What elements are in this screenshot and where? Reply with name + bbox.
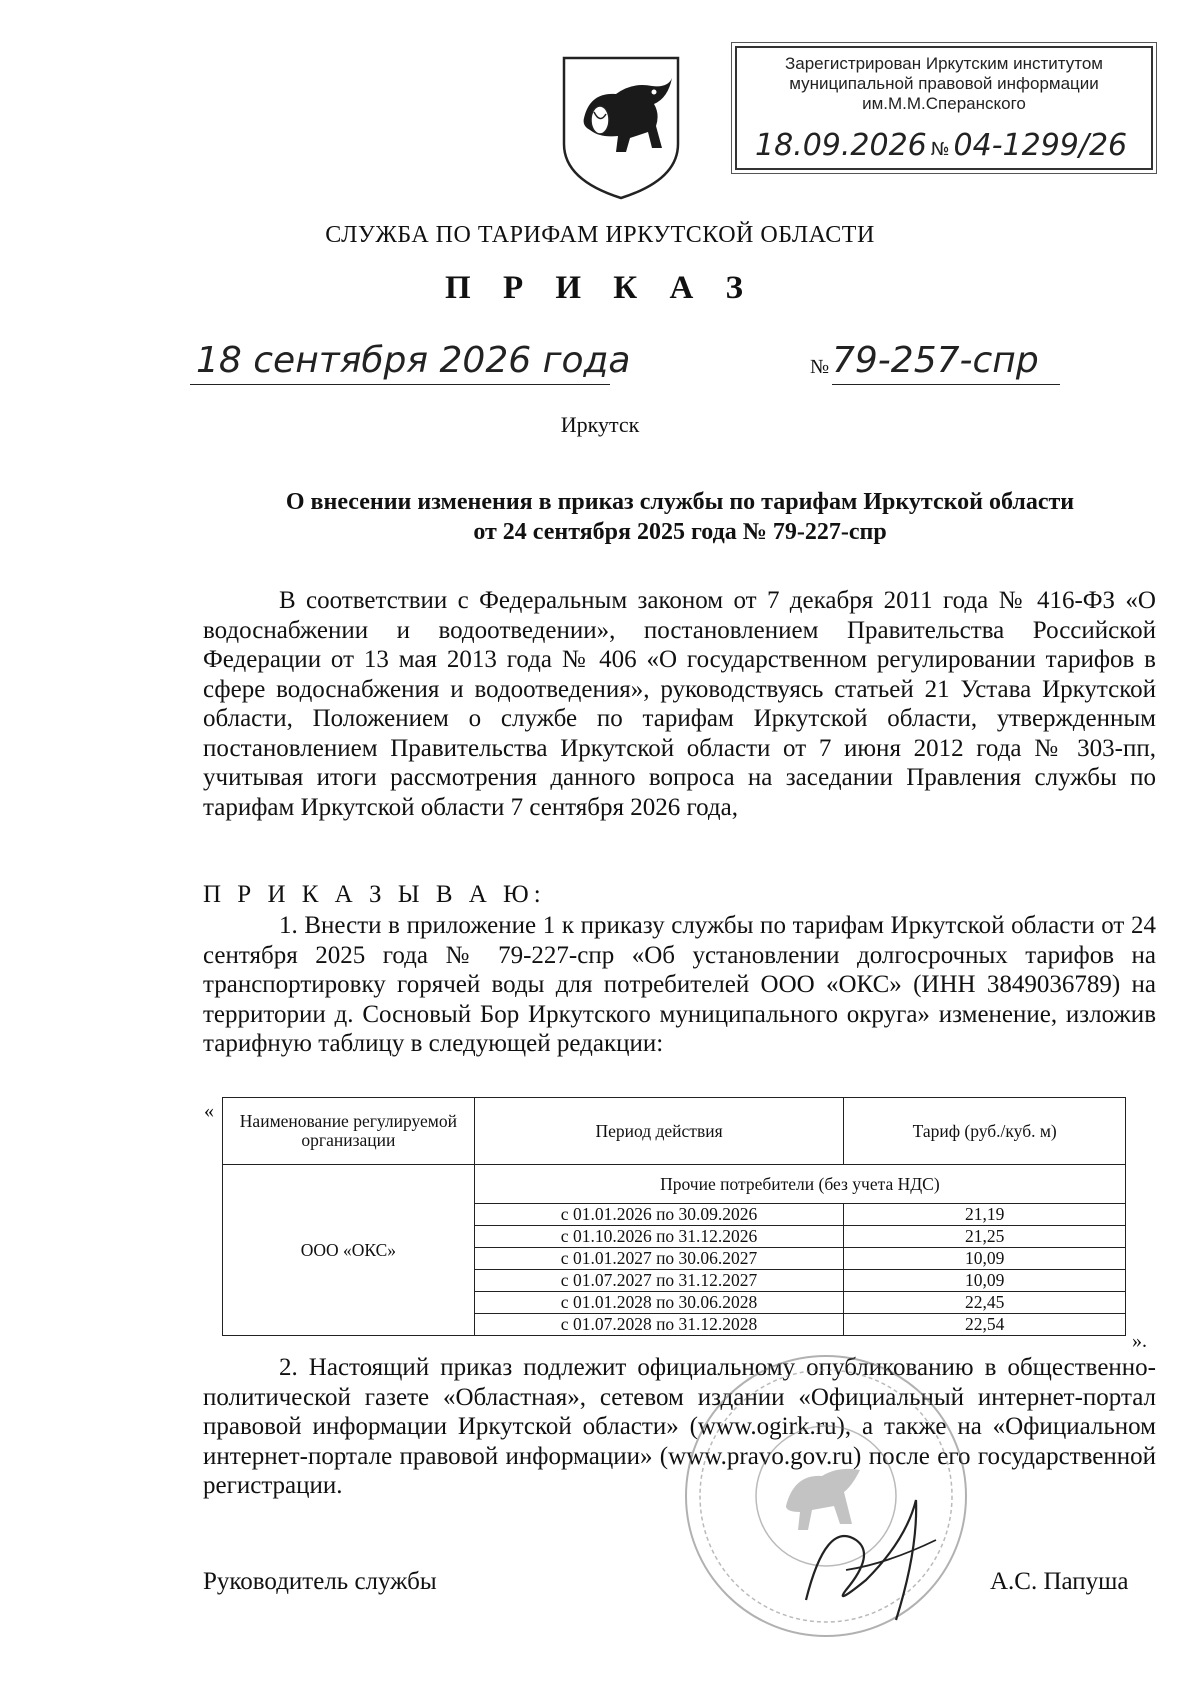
title-line-2: от 24 сентября 2025 года № 79-227-спр (473, 519, 887, 545)
stamp-line-3: им.М.М.Сперанского (862, 94, 1026, 113)
tariff-cell: 22,54 (844, 1314, 1126, 1336)
period-cell: с 01.01.2027 по 30.06.2027 (474, 1248, 844, 1270)
signature-role: Руководитель службы (203, 1568, 437, 1595)
stamp-no-label: № (930, 139, 950, 160)
coat-of-arms-icon (556, 52, 686, 202)
signature-name: А.С. Папуша (990, 1568, 1129, 1595)
tariff-table (222, 1097, 1126, 1336)
period-cell: с 01.07.2028 по 31.12.2028 (474, 1314, 844, 1336)
tariff-cell: 21,19 (844, 1204, 1126, 1226)
tariff-cell: 21,25 (844, 1226, 1126, 1248)
table-header-row (223, 1098, 1126, 1165)
preamble-paragraph: В соответствии с Федеральным законом от 7 декабря 2011 года № 416-ФЗ «О водоснабжении и водоотведении», постановлением Правительства Российской Федерации от 13 мая 2013 года № 406 «О государственном регулировании тарифов в сфере водоснабжения и водоотведения», руководствуясь статьей 21 Устава Иркутской области, Положением о службе по тарифам Иркутской области, утвержденным постановлением Правительства Иркутской области от 7 июня 2012 года № 303-пп, учитывая итоги рассмотрения данного вопроса на заседании Правления службы по тарифам Иркутской области 7 сентября 2026 года, (203, 587, 1156, 821)
order-date: 18 сентября 2026 года (196, 340, 631, 381)
stamp-line-1: Зарегистрирован Иркутским институтом (784, 54, 1103, 73)
stamp-reg-number: 04-1299/26 (953, 128, 1128, 163)
header-period: Период действия (474, 1098, 844, 1165)
table-quote-close: ». (1132, 1330, 1147, 1352)
tariff-cell: 10,09 (844, 1248, 1126, 1270)
order-word: П Р И К А З Ы В А Ю: (203, 881, 546, 908)
header-organization: Наименование регулируемой организации (223, 1098, 475, 1165)
agency-name: СЛУЖБА ПО ТАРИФАМ ИРКУТСКОЙ ОБЛАСТИ (325, 222, 875, 248)
document-title (200, 487, 1160, 547)
tariff-cell: 22,45 (844, 1292, 1126, 1314)
order-number-label: № (810, 356, 830, 378)
date-underline (190, 384, 610, 385)
city: Иркутск (560, 412, 640, 437)
item-1-paragraph: 1. Внести в приложение 1 к приказу службы по тарифам Иркутской области от 24 сентября 2025 года № 79-227-спр «Об установлении долгосрочных тарифов на транспортировку горячей воды для потребителей ООО «ОКС» (ИНН 3849036789) на территории д. Сосновый Бор Иркутского муниципального округа» изменение, изложив тарифную таблицу в следующей редакции: (203, 912, 1156, 1057)
registration-stamp (735, 46, 1153, 170)
table-quote-open: « (204, 1100, 214, 1122)
header-tariff: Тариф (руб./куб. м) (844, 1098, 1126, 1165)
organization-cell: ООО «ОКС» (223, 1165, 475, 1336)
stamp-line-2: муниципальной правовой информации (789, 74, 1099, 93)
signature-icon (786, 1480, 956, 1630)
period-cell: с 01.01.2026 по 30.09.2026 (474, 1204, 844, 1226)
item-2-paragraph: 2. Настоящий приказ подлежит официальному опубликованию в общественно-политической газете «Областная», сетевом издании «Официальный интернет-портал правовой информации Иркутской области» (www.ogirk.ru), а также на «Официальном интернет-портале правовой информации» (www.pravo.gov.ru) после его государственной регистрации. (203, 1354, 1156, 1499)
order-number: 79-257-спр (832, 340, 1039, 381)
period-cell: с 01.10.2026 по 31.12.2026 (474, 1226, 844, 1248)
period-cell: с 01.07.2027 по 31.12.2027 (474, 1270, 844, 1292)
period-cell: с 01.01.2028 по 30.06.2028 (474, 1292, 844, 1314)
document-type: П Р И К А З (445, 270, 755, 306)
stamp-reg-date: 18.09.2026 (755, 128, 927, 163)
stamp-registration (755, 128, 1135, 163)
group-label-cell: Прочие потребители (без учета НДС) (474, 1165, 1125, 1204)
title-line-1: О внесении изменения в приказ службы по тарифам Иркутской области (285, 489, 1075, 515)
table-row (223, 1165, 1126, 1204)
number-underline (832, 384, 1060, 385)
tariff-cell: 10,09 (844, 1270, 1126, 1292)
